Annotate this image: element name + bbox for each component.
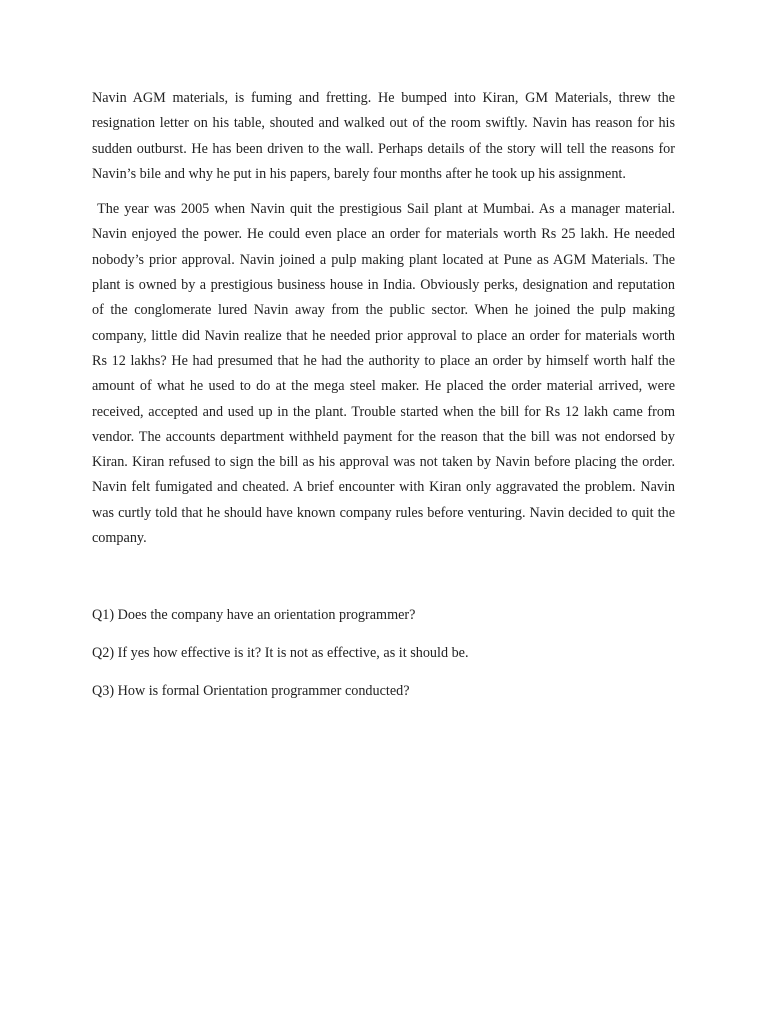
question-2: Q2) If yes how effective is it? It is not as effective, as it should be. <box>92 645 469 662</box>
document-body <box>92 86 675 717</box>
paragraph-intro: Navin AGM materials, is fuming and fretting. He bumped into Kiran, GM Materials, threw the resignation letter on his table, shouted and walked out of the room swiftly. Navin has reason for his sudden outburst. He has been driven to the wall. Perhaps details of the story will tell the reasons for Navin’s bile and why he put in his papers, barely four months after he took up his assignment. <box>92 90 675 182</box>
question-3: Q3) How is formal Orientation programmer conducted? <box>92 683 410 700</box>
question-1: Q1) Does the company have an orientation programmer? <box>92 607 416 624</box>
questions-list <box>92 603 675 704</box>
paragraph-story: The year was 2005 when Navin quit the prestigious Sail plant at Mumbai. As a manager material. Navin enjoyed the power. He could even place an order for materials worth Rs 25 lakh. He needed nobody’s prior approval. Navin joined a pulp making plant located at Pune as AGM Materials. The plant is owned by a prestigious business house in India. Obviously perks, designation and reputation of the conglomerate lured Navin away from the public sector. When he joined the pulp making company, little did Navin realize that he needed prior approval to place an order for materials worth Rs 12 lakhs? He had presumed that he had the authority to place an order by himself worth half the amount of what he used to do at the mega steel maker. He placed the order material arrived, were received, accepted and used up in the plant. Trouble started when the bill for Rs 12 lakh came from vendor. The accounts department withheld payment for the reason that the bill was not endorsed by Kiran. Kiran refused to sign the bill as his approval was not taken by Navin before placing the order. Navin felt fumigated and cheated. A brief encounter with Kiran only aggravated the problem. Navin was curtly told that he should have known company rules before venturing. Navin decided to quit the company. <box>92 201 675 547</box>
